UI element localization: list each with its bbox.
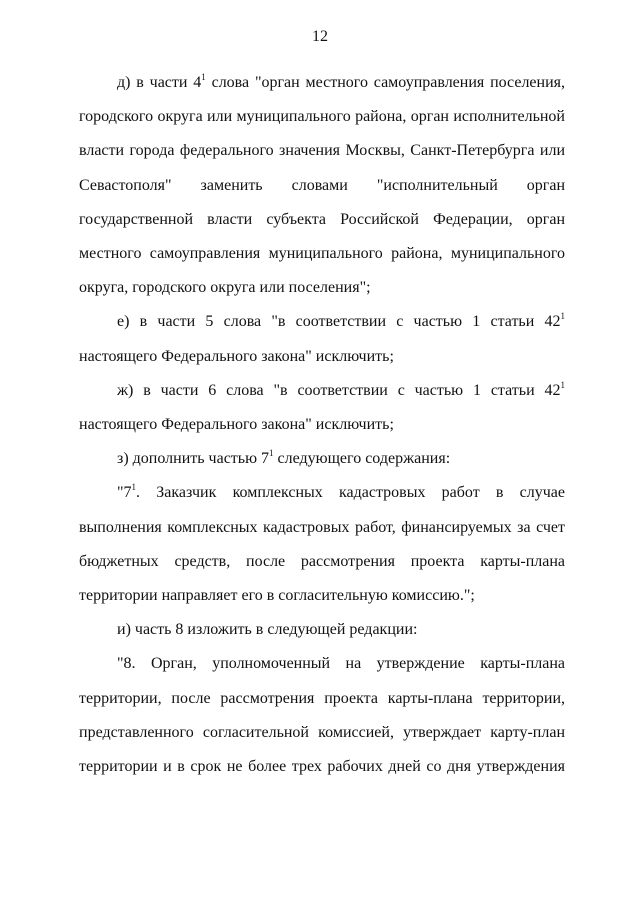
- paragraph-part-7-1: [79, 476, 565, 613]
- paragraph-d: [79, 66, 565, 305]
- superscript-index: 1: [201, 72, 206, 82]
- paragraph-e-text-end: настоящего Федерального закона" исключить;: [79, 347, 394, 365]
- paragraph-d-text-start: д) в части 4: [117, 74, 202, 91]
- superscript-index: 1: [560, 379, 565, 390]
- paragraph-zh-text-start: ж) в части 6 слова "в соответствии с частью 1 статьи 42: [117, 381, 561, 399]
- paragraph-z-text-end: следующего содержания:: [273, 450, 451, 468]
- paragraph-e: [79, 305, 565, 373]
- paragraph-z-text-start: з) дополнить частью 7: [117, 450, 270, 468]
- paragraph-part-7-1-text-end: . Заказчик комплексных кадастровых работ в случае выполнения комплексных кадастровых работ, финансируемых за счет бюджетных средств, после рассмотрения проекта карты-плана территории направляет его в согласительную комиссию.";: [79, 484, 565, 605]
- paragraph-part-8: "8. Орган, уполномоченный на утверждение карты-плана территории, после рассмотрения проекта карты-плана территории, представленного согласительной комиссией, утверждает карту-план территории и в срок не более трех рабочих дней со дня утверждения: [79, 655, 565, 776]
- superscript-index: 1: [269, 448, 274, 459]
- paragraph-part-7-1-text-start: "7: [117, 484, 132, 502]
- paragraph-e-text-start: е) в части 5 слова "в соответствии с частью 1 статьи 42: [117, 313, 561, 331]
- paragraph-i: и) часть 8 изложить в следующей редакции:: [117, 621, 418, 639]
- superscript-index: 1: [131, 482, 137, 493]
- paragraph-zh-text-end: настоящего Федерального закона" исключить;: [79, 416, 394, 434]
- paragraph-zh: [79, 374, 565, 442]
- paragraph-z: [79, 442, 565, 476]
- superscript-index: 1: [560, 311, 565, 322]
- document-body: [79, 66, 565, 784]
- page-number: 12: [312, 28, 328, 45]
- paragraph-d-text-end: слова "орган местного самоуправления поселения, городского округа или муниципального района, орган исполнительной власти города федерального значения Москвы, Санкт-Петербурга или Севастополя" заменить словами "исполнительный орган государственной власти субъекта Российской Федерации, орган местного самоуправления муниципального района, муниципального округа, городского округа или поселения";: [79, 74, 566, 297]
